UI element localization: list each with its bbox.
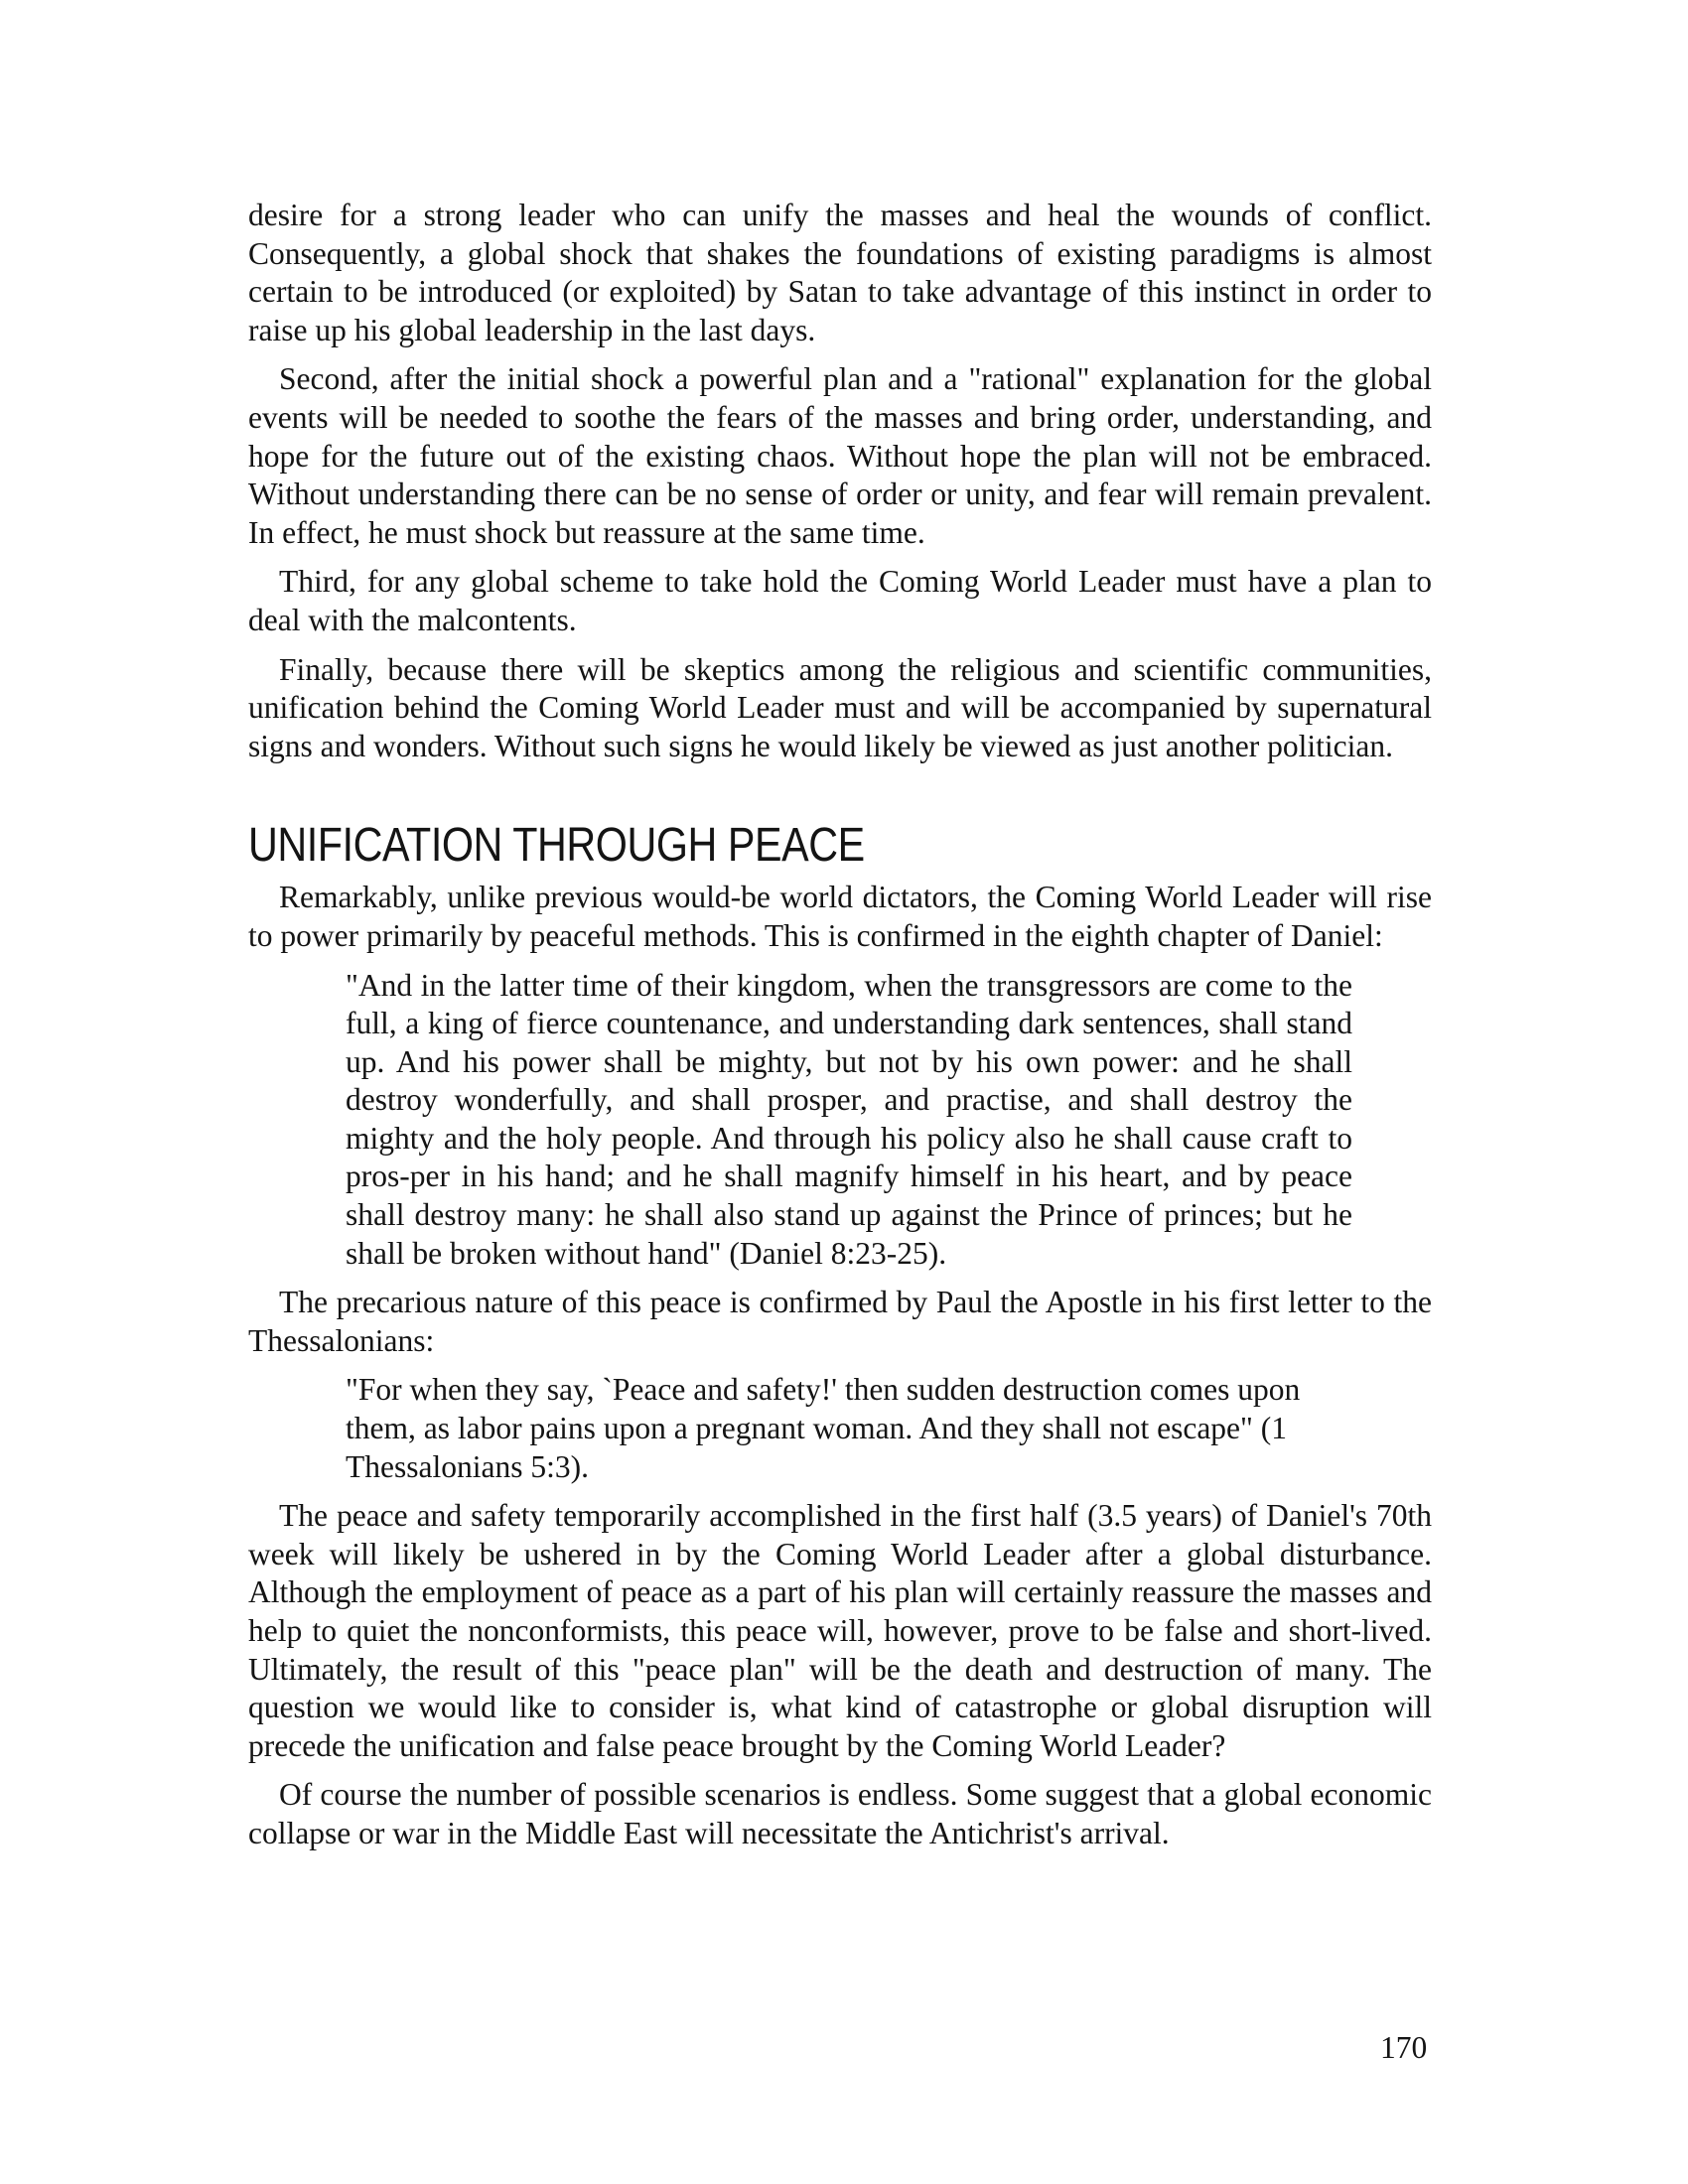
page-number: 170 bbox=[1380, 2030, 1428, 2065]
paragraph-bridge: The precarious nature of this peace is confirmed by Paul the Apostle in his first letter to the Thessalonians: bbox=[248, 1285, 1432, 1358]
paragraph-peace-safety: The peace and safety temporarily accomplished in the first half (3.5 years) of Daniel's 70th week will likely be ushered in by the Coming World Leader after a global disturbance. Although the employment of peace as a part of his plan will certainly reassure the masses and help to quiet the nonconformists, this peace will, however, prove to be false and short-lived. Ultimately, the result of this "peace plan" will be the death and destruction of many. The question we would like to consider is, what kind of catastrophe or global disruption will precede the unification and false peace brought by the Coming World Leader? bbox=[248, 1498, 1432, 1763]
section-heading: UNIFICATION THROUGH PEACE bbox=[248, 819, 865, 873]
page-body bbox=[248, 197, 1432, 1853]
block-quote-daniel bbox=[346, 967, 1352, 1274]
quote-thessalonians-text: "For when they say, `Peace and safety!' then sudden destruction comes upon them, as labor pains upon a pregnant woman. And they shall not escape" (1 Thessalonians 5:3). bbox=[346, 1372, 1301, 1484]
quote-daniel-text: "And in the latter time of their kingdom, when the transgressors are come to the full, a king of fierce countenance, and understanding dark sentences, shall stand up. And his power shall be mighty, but not by his own power: and he shall destroy wonderfully, and shall prosper, and practise, and shall destroy the mighty and the holy people. And through his policy also he shall cause craft to pros-per in his hand; and he shall magnify himself in his heart, and by peace shall destroy many: he shall also stand up against the Prince of princes; but he shall be broken without hand" (Daniel 8:23-25). bbox=[346, 967, 1352, 1271]
block-quote-thessalonians bbox=[346, 1371, 1352, 1486]
paragraph-second: Second, after the initial shock a powerful plan and a "rational" explanation for the global events will be needed to soothe the fears of the masses and bring order, understanding, and hope for the future out of the existing chaos. Without hope the plan will not be embraced. Without understanding there can be no sense of order or unity, and fear will remain prevalent. In effect, he must shock but reassure at the same time. bbox=[248, 361, 1432, 550]
paragraph-continuation: desire for a strong leader who can unify the masses and heal the wounds of conflict. Consequently, a global shock that shakes the foundations of existing paradigms is almost certain to be introduced (or exploited) by Satan to take advantage of this instinct in order to raise up his global leadership in the last days. bbox=[248, 198, 1432, 347]
paragraph-third: Third, for any global scheme to take hold the Coming World Leader must have a plan to deal with the malcontents. bbox=[248, 564, 1432, 637]
paragraph-scenarios: Of course the number of possible scenarios is endless. Some suggest that a global economic collapse or war in the Middle East will necessitate the Antichrist's arrival. bbox=[248, 1777, 1432, 1850]
paragraph-intro: Remarkably, unlike previous would-be world dictators, the Coming World Leader will rise to power primarily by peaceful methods. This is confirmed in the eighth chapter of Daniel: bbox=[248, 880, 1432, 953]
paragraph-finally: Finally, because there will be skeptics among the religious and scientific communities, unification behind the Coming World Leader must and will be accompanied by supernatural signs and wonders. Without such signs he would likely be viewed as just another politician. bbox=[248, 651, 1432, 763]
